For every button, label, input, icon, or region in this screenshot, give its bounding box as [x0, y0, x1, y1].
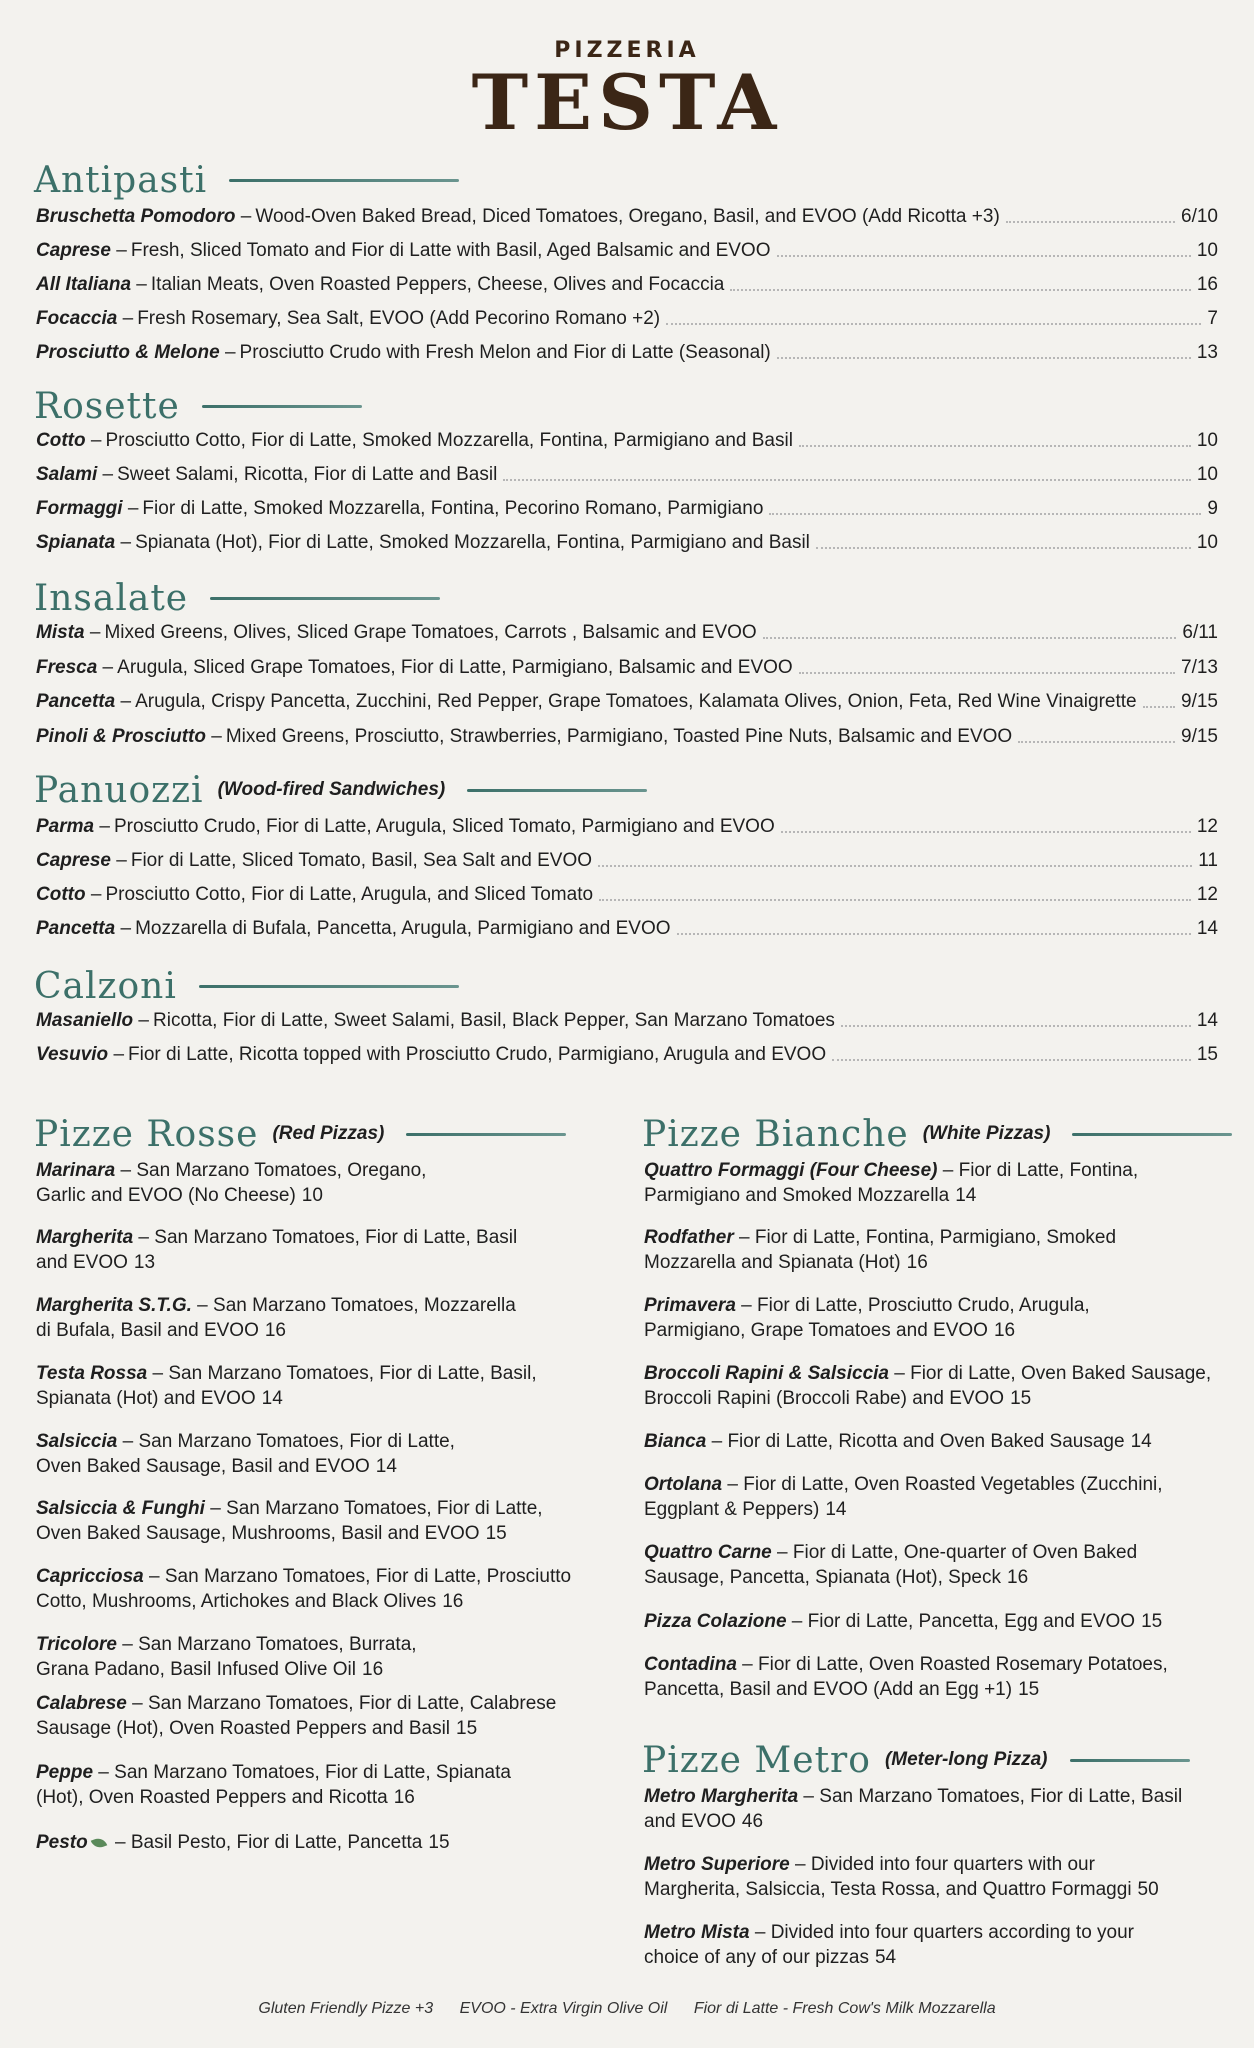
section-header-bianche	[642, 1114, 1232, 1154]
item-separator: –	[85, 884, 102, 905]
item-separator: –	[771, 1542, 793, 1563]
item-price: 15	[1141, 1611, 1163, 1632]
section-note-metro: (Meter-long Pizza)	[884, 1749, 1048, 1770]
menu-item-rosse	[36, 1225, 601, 1275]
section-note-panuozzi: (Wood-fired Sandwiches)	[217, 779, 446, 800]
item-price: 14	[1196, 1010, 1218, 1031]
menu-item-bianche	[644, 1540, 1234, 1590]
item-price: 10	[1196, 240, 1218, 261]
item-name: Metro Mista	[644, 1922, 750, 1943]
dot-leader	[777, 357, 1191, 359]
item-price: 14	[825, 1499, 847, 1520]
menu-item-rosse	[36, 1293, 601, 1343]
item-price: 16	[393, 1787, 415, 1808]
menu-item-rosette	[36, 488, 1218, 522]
item-description-line1: San Marzano Tomatoes, Burrata,	[138, 1634, 417, 1655]
item-name: Marinara	[36, 1160, 116, 1181]
item-description: Mixed Greens, Olives, Sliced Grape Tomatoes, Carrots , Balsamic and EVOO	[104, 622, 757, 643]
menu-item-rosette	[36, 420, 1218, 454]
dot-leader	[763, 637, 1177, 639]
item-description-line2: Sausage, Pancetta, Spianata (Hot), Speck	[644, 1567, 1001, 1588]
item-description-line2: Eggplant & Peppers)	[644, 1499, 820, 1520]
item-separator: –	[706, 1431, 728, 1452]
item-separator: –	[191, 1295, 214, 1316]
menu-item-rosse	[36, 1691, 601, 1741]
item-description-line2: Parmigiano, Grape Tomatoes and EVOO	[644, 1320, 988, 1341]
menu-item-insalate	[36, 716, 1218, 750]
item-price: 16	[362, 1659, 384, 1680]
item-price: 14	[1196, 918, 1218, 939]
dot-leader	[781, 831, 1191, 833]
item-price: 14	[375, 1456, 397, 1477]
section-stroke	[1072, 1133, 1232, 1136]
item-separator: –	[111, 240, 127, 261]
menu-item-antipasti	[36, 332, 1218, 366]
item-description-line2: Sausage (Hot), Oven Roasted Peppers and Basil	[36, 1718, 451, 1739]
item-price: 15	[456, 1718, 478, 1739]
item-price: 15	[1018, 1679, 1040, 1700]
section-title-calzoni: Calzoni	[34, 965, 177, 1007]
dot-leader	[1006, 221, 1175, 223]
footer-fior: Fior di Latte - Fresh Cow's Milk Mozzarella	[693, 2000, 996, 2017]
footer-notes	[0, 2000, 1254, 2018]
item-name: Rodfather	[644, 1227, 734, 1248]
item-description: Fior di Latte, Ricotta topped with Prosciutto Crudo, Parmigiano, Arugula and EVOO	[128, 1044, 827, 1065]
item-description-line1: Fior di Latte, Fontina,	[958, 1160, 1139, 1181]
item-separator: –	[143, 1566, 165, 1587]
item-price: 14	[955, 1185, 977, 1206]
item-price: 13	[1196, 342, 1218, 363]
menu-item-panuozzi	[36, 840, 1218, 874]
item-description: Sweet Salami, Ricotta, Fior di Latte and Basil	[117, 464, 498, 485]
item-name: Contadina	[644, 1654, 737, 1675]
item-name: Primavera	[644, 1295, 736, 1316]
item-name: Margherita S.T.G.	[36, 1295, 192, 1316]
menu-item-metro	[644, 1920, 1234, 1970]
section-stroke	[229, 179, 459, 182]
item-price: 15	[428, 1832, 450, 1853]
menu-item-insalate	[36, 681, 1218, 715]
item-separator: –	[736, 1654, 759, 1675]
item-price: 7/13	[1181, 656, 1218, 678]
item-price: 15	[1196, 1044, 1218, 1065]
item-separator: –	[115, 918, 132, 939]
item-price: 12	[1196, 884, 1218, 905]
item-name: Quattro Formaggi (Four Cheese)	[644, 1160, 938, 1181]
item-description-line1: San Marzano Tomatoes, Fior di Latte, Prosciutto	[164, 1566, 572, 1587]
item-description: Prosciutto Cotto, Fior di Latte, Smoked Mozzarella, Fontina, Parmigiano and Basil	[105, 430, 793, 451]
item-description-line1: Fior di Latte, Prosciutto Crudo, Arugula,	[757, 1295, 1090, 1316]
section-header-metro	[642, 1740, 1190, 1780]
item-price: 10	[301, 1185, 323, 1206]
item-separator: –	[85, 430, 102, 451]
menu-item-rosse	[36, 1632, 601, 1682]
item-separator: –	[117, 1431, 139, 1452]
item-separator: –	[122, 498, 139, 519]
item-price: 10	[1196, 532, 1218, 553]
dot-leader	[598, 865, 1192, 867]
item-price: 13	[133, 1252, 156, 1273]
item-name: Testa Rossa	[36, 1363, 148, 1384]
item-price: 11	[1198, 850, 1218, 871]
section-title-insalate: Insalate	[34, 577, 189, 619]
menu-item-bianche	[644, 1609, 1234, 1634]
item-separator: –	[735, 1295, 758, 1316]
section-stroke	[467, 789, 647, 792]
item-description: Italian Meats, Oven Roasted Peppers, Cheese, Olives and Focaccia	[150, 274, 725, 295]
menu-item-antipasti	[36, 298, 1218, 332]
item-description-line2: Mozzarella and Spianata (Hot)	[644, 1252, 901, 1273]
item-name: Ortolana	[644, 1474, 723, 1495]
menu-item-rosse	[36, 1496, 601, 1546]
item-separator: –	[115, 1160, 137, 1181]
section-note-bianche: (White Pizzas)	[922, 1123, 1051, 1144]
menu-item-insalate	[36, 647, 1218, 681]
item-name: Fresca	[36, 656, 98, 678]
dot-leader	[730, 289, 1191, 291]
menu-item-rosette	[36, 522, 1218, 556]
item-name: Parma	[36, 816, 95, 837]
item-price: 54	[874, 1947, 897, 1968]
section-header-rosse	[34, 1114, 566, 1154]
item-name: Capricciosa	[36, 1566, 144, 1587]
item-separator: –	[115, 532, 132, 553]
item-description-line2: and EVOO	[644, 1811, 736, 1832]
item-name: Calabrese	[36, 1693, 127, 1714]
section-title-metro: Pizze Metro	[642, 1739, 871, 1781]
section-header-antipasti	[34, 160, 459, 200]
item-name: All Italiana	[36, 274, 132, 295]
item-price: 15	[1010, 1388, 1032, 1409]
section-title-rosse: Pizze Rosse	[34, 1113, 259, 1155]
item-description: Arugula, Sliced Grape Tomatoes, Fior di Latte, Parmigiano, Balsamic and EVOO	[117, 656, 793, 678]
item-separator: –	[888, 1363, 911, 1384]
item-description: Spianata (Hot), Fior di Latte, Smoked Mozzarella, Fontina, Parmigiano and Basil	[135, 532, 810, 553]
item-price: 15	[485, 1523, 507, 1544]
menu-item-metro	[644, 1784, 1234, 1834]
item-separator: –	[235, 206, 252, 227]
item-description-line2: choice of any of our pizzas	[644, 1947, 869, 1968]
item-name: Salami	[36, 464, 98, 485]
item-price: 9/15	[1181, 725, 1218, 747]
item-name: Mista	[36, 622, 85, 643]
item-separator: –	[94, 816, 110, 837]
item-name: Formaggi	[36, 498, 123, 519]
item-separator: –	[131, 274, 147, 295]
dot-leader	[816, 547, 1191, 549]
item-description-line2: di Bufala, Basil and EVOO	[36, 1320, 259, 1341]
item-separator: –	[108, 1044, 125, 1065]
item-separator: –	[798, 1786, 820, 1807]
menu-item-antipasti	[36, 264, 1218, 298]
menu-item-insalate	[36, 612, 1218, 646]
item-description: Wood-Oven Baked Bread, Diced Tomatoes, Oregano, Basil, and EVOO (Add Ricotta +3)	[255, 206, 1000, 227]
section-note-rosse: (Red Pizzas)	[272, 1123, 385, 1144]
item-separator: –	[219, 342, 236, 363]
item-description-line1: Fior di Latte, Pancetta, Egg and EVOO	[807, 1611, 1136, 1632]
item-description-line1: San Marzano Tomatoes, Fior di Latte, Basil	[154, 1227, 518, 1248]
menu-item-calzoni	[36, 1034, 1218, 1068]
menu-item-metro	[644, 1852, 1234, 1902]
item-description-line1: San Marzano Tomatoes, Fior di Latte,	[226, 1498, 543, 1519]
item-description-line1: Fior di Latte, Oven Baked Sausage,	[910, 1363, 1212, 1384]
dot-leader	[1143, 706, 1175, 708]
item-separator: –	[205, 725, 222, 747]
item-separator: –	[749, 1922, 771, 1943]
item-name: Caprese	[36, 240, 111, 261]
item-name: Cotto	[36, 430, 86, 451]
item-description-line1: Divided into four quarters according to your	[770, 1922, 1135, 1943]
menu-item-rosse	[36, 1361, 601, 1411]
menu-item-rosse	[36, 1158, 601, 1208]
item-description-line1: Fior di Latte, Oven Roasted Vegetables (Zucchini,	[743, 1474, 1163, 1495]
item-price: 14	[261, 1388, 283, 1409]
item-separator: –	[109, 1832, 131, 1853]
dot-leader	[799, 672, 1175, 674]
item-price: 6/11	[1182, 622, 1218, 643]
item-name: Margherita	[36, 1227, 134, 1248]
item-description-line1: San Marzano Tomatoes, Mozzarella	[213, 1295, 516, 1316]
item-separator: –	[133, 1227, 155, 1248]
item-name: Salsiccia & Funghi	[36, 1498, 205, 1519]
menu-item-antipasti	[36, 230, 1218, 264]
item-name: Bruschetta Pomodoro	[36, 206, 236, 227]
item-price: 12	[1196, 816, 1218, 837]
item-name: Pesto	[36, 1832, 88, 1853]
item-name: Pancetta	[36, 918, 116, 939]
item-name: Vesuvio	[36, 1044, 109, 1065]
brand-logo	[0, 38, 1254, 147]
item-name: Prosciutto & Melone	[36, 342, 220, 363]
item-description: Fresh, Sliced Tomato and Fior di Latte with Basil, Aged Balsamic and EVOO	[130, 240, 771, 261]
menu-item-bianche	[644, 1225, 1234, 1275]
item-description-line2: Broccoli Rapini (Broccoli Rabe) and EVOO	[644, 1388, 1005, 1409]
item-name: Pancetta	[36, 691, 116, 712]
item-separator: –	[937, 1160, 959, 1181]
item-name: Salsiccia	[36, 1431, 118, 1452]
section-title-panuozzi: Panuozzi	[34, 769, 204, 811]
item-description: Arugula, Crispy Pancetta, Zucchini, Red Pepper, Grape Tomatoes, Kalamata Olives, Onion, Feta, Red Wine Vinaigrette	[135, 691, 1137, 712]
item-separator: –	[116, 1634, 139, 1655]
item-description: Mozzarella di Bufala, Pancetta, Arugula, Parmigiano and EVOO	[135, 918, 671, 939]
item-price: 10	[1196, 464, 1218, 485]
item-price: 16	[264, 1320, 286, 1341]
item-name: Bianca	[644, 1431, 707, 1452]
item-price: 7	[1207, 308, 1218, 329]
menu-item-bianche	[644, 1472, 1234, 1522]
item-name: Quattro Carne	[644, 1542, 772, 1563]
item-description-line2: Oven Baked Sausage, Basil and EVOO	[36, 1456, 370, 1477]
item-description-line1: Fior di Latte, Oven Roasted Rosemary Potatoes,	[758, 1654, 1168, 1675]
dot-leader	[1018, 741, 1175, 743]
dot-leader	[666, 323, 1201, 325]
item-description-line1: San Marzano Tomatoes, Fior di Latte, Basil	[819, 1786, 1183, 1807]
dot-leader	[503, 479, 1191, 481]
section-header-panuozzi	[34, 770, 647, 810]
section-stroke	[406, 1133, 566, 1136]
item-price: 6/10	[1181, 206, 1218, 227]
item-name: Peppe	[36, 1762, 94, 1783]
item-description-line2: Oven Baked Sausage, Mushrooms, Basil and EVOO	[36, 1523, 480, 1544]
item-separator: –	[84, 622, 101, 643]
section-title-bianche: Pizze Bianche	[642, 1113, 909, 1155]
item-separator: –	[789, 1854, 811, 1875]
item-price: 16	[1196, 274, 1218, 295]
menu-item-rosse	[36, 1564, 601, 1614]
item-description: Ricotta, Fior di Latte, Sweet Salami, Basil, Black Pepper, San Marzano Tomatoes	[153, 1010, 835, 1031]
item-description: Fresh Rosemary, Sea Salt, EVOO (Add Pecorino Romano +2)	[137, 308, 661, 329]
item-description-line1: San Marzano Tomatoes, Oregano,	[136, 1160, 427, 1181]
section-stroke	[210, 597, 440, 600]
section-title-rosette: Rosette	[34, 385, 180, 427]
section-stroke	[202, 405, 362, 408]
item-description: Prosciutto Cotto, Fior di Latte, Arugula, and Sliced Tomato	[105, 884, 594, 905]
item-price: 16	[1007, 1567, 1029, 1588]
menu-item-antipasti	[36, 196, 1218, 230]
item-description-line1: Fior di Latte, Fontina, Parmigiano, Smoked	[754, 1227, 1117, 1248]
item-name: Tricolore	[36, 1634, 117, 1655]
item-separator: –	[733, 1227, 755, 1248]
item-description-line1: Fior di Latte, Ricotta and Oven Baked Sausage	[727, 1431, 1125, 1452]
dot-leader	[841, 1025, 1191, 1027]
item-price: 46	[741, 1811, 764, 1832]
item-price: 50	[1137, 1879, 1159, 1900]
item-name: Cotto	[36, 884, 86, 905]
section-title-antipasti: Antipasti	[34, 159, 208, 201]
item-description-line2: (Hot), Oven Roasted Peppers and Ricotta	[36, 1787, 388, 1808]
item-description-line1: Basil Pesto, Fior di Latte, Pancetta	[130, 1832, 423, 1853]
item-price: 14	[1130, 1431, 1152, 1452]
footer-gluten: Gluten Friendly Pizze +3	[258, 2000, 434, 2017]
item-description: Mixed Greens, Prosciutto, Strawberries, Parmigiano, Toasted Pine Nuts, Balsamic and EVOO	[225, 725, 1013, 747]
menu-item-bianche	[644, 1158, 1234, 1208]
dot-leader	[769, 513, 1201, 515]
item-description-line1: Fior di Latte, One-quarter of Oven Baked	[792, 1542, 1138, 1563]
item-name: Caprese	[36, 850, 111, 871]
item-description-line2: Margherita, Salsiccia, Testa Rossa, and Quattro Formaggi	[644, 1879, 1132, 1900]
menu-item-panuozzi	[36, 874, 1218, 908]
item-separator: –	[204, 1498, 227, 1519]
item-name: Broccoli Rapini & Salsiccia	[644, 1363, 889, 1384]
gluten-friendly-leaf-icon	[90, 1836, 107, 1850]
dot-leader	[799, 445, 1191, 447]
section-stroke	[1070, 1759, 1190, 1762]
item-description-line2: Grana Padano, Basil Infused Olive Oil	[36, 1659, 357, 1680]
item-name: Metro Margherita	[644, 1786, 799, 1807]
item-name: Metro Superiore	[644, 1854, 790, 1875]
item-price: 9/15	[1181, 691, 1218, 712]
item-separator: –	[133, 1010, 150, 1031]
item-name: Pinoli & Prosciutto	[36, 725, 206, 747]
item-description: Prosciutto Crudo, Fior di Latte, Arugula, Sliced Tomato, Parmigiano and EVOO	[113, 816, 775, 837]
menu-item-calzoni	[36, 1000, 1218, 1034]
menu-item-rosette	[36, 454, 1218, 488]
item-description-line1: San Marzano Tomatoes, Fior di Latte, Basil,	[168, 1363, 537, 1384]
dot-leader	[677, 933, 1191, 935]
item-price: 16	[906, 1252, 928, 1273]
menu-item-rosse	[36, 1760, 601, 1810]
item-description-line2: Parmigiano and Smoked Mozzarella	[644, 1185, 950, 1206]
item-description: Fior di Latte, Smoked Mozzarella, Fontina, Pecorino Romano, Parmigiano	[142, 498, 764, 519]
item-description-line1: San Marzano Tomatoes, Fior di Latte, Calabrese	[147, 1693, 557, 1714]
item-name: Pizza Colazione	[644, 1611, 787, 1632]
item-separator: –	[97, 464, 114, 485]
item-price: 9	[1207, 498, 1218, 519]
item-price: 10	[1196, 430, 1218, 451]
menu-item-panuozzi	[36, 806, 1218, 840]
menu-item-bianche	[644, 1429, 1234, 1454]
item-description-line1: Divided into four quarters with our	[810, 1854, 1095, 1875]
item-description: Prosciutto Crudo with Fresh Melon and Fior di Latte (Seasonal)	[239, 342, 771, 363]
item-price: 16	[993, 1320, 1016, 1341]
item-name: Focaccia	[36, 308, 118, 329]
item-separator: –	[722, 1474, 744, 1495]
item-name: Masaniello	[36, 1010, 134, 1031]
item-description-line2: Garlic and EVOO (No Cheese)	[36, 1185, 296, 1206]
item-description-line2: and EVOO	[36, 1252, 128, 1273]
dot-leader	[832, 1059, 1191, 1061]
item-name: Spianata	[36, 532, 116, 553]
item-separator: –	[126, 1693, 148, 1714]
dot-leader	[599, 899, 1191, 901]
item-separator: –	[97, 656, 114, 678]
menu-item-bianche	[644, 1293, 1234, 1343]
item-separator: –	[117, 308, 134, 329]
section-stroke	[199, 985, 459, 988]
brand-name: TESTA	[471, 58, 783, 147]
item-separator: –	[786, 1611, 808, 1632]
menu-item-bianche	[644, 1652, 1234, 1702]
item-description-line1: San Marzano Tomatoes, Fior di Latte, Spianata	[114, 1762, 511, 1783]
item-description-line2: Spianata (Hot) and EVOO	[36, 1388, 256, 1409]
footer-evoo: EVOO - Extra Virgin Olive Oil	[459, 2000, 668, 2017]
menu-item-bianche	[644, 1361, 1234, 1411]
brand-small: PIZZERIA	[554, 38, 700, 63]
item-separator: –	[147, 1363, 169, 1384]
item-price: 16	[442, 1591, 464, 1612]
menu-item-rosse	[36, 1429, 601, 1479]
item-separator: –	[111, 850, 127, 871]
item-description-line2: Pancetta, Basil and EVOO (Add an Egg +1)	[644, 1679, 1013, 1700]
dot-leader	[777, 255, 1191, 257]
item-description-line1: San Marzano Tomatoes, Fior di Latte,	[138, 1431, 455, 1452]
menu-item-rosse	[36, 1830, 601, 1855]
menu-item-panuozzi	[36, 908, 1218, 942]
item-separator: –	[93, 1762, 115, 1783]
item-description-line2: Cotto, Mushrooms, Artichokes and Black Olives	[36, 1591, 437, 1612]
item-description: Fior di Latte, Sliced Tomato, Basil, Sea Salt and EVOO	[130, 850, 593, 871]
item-separator: –	[115, 691, 132, 712]
